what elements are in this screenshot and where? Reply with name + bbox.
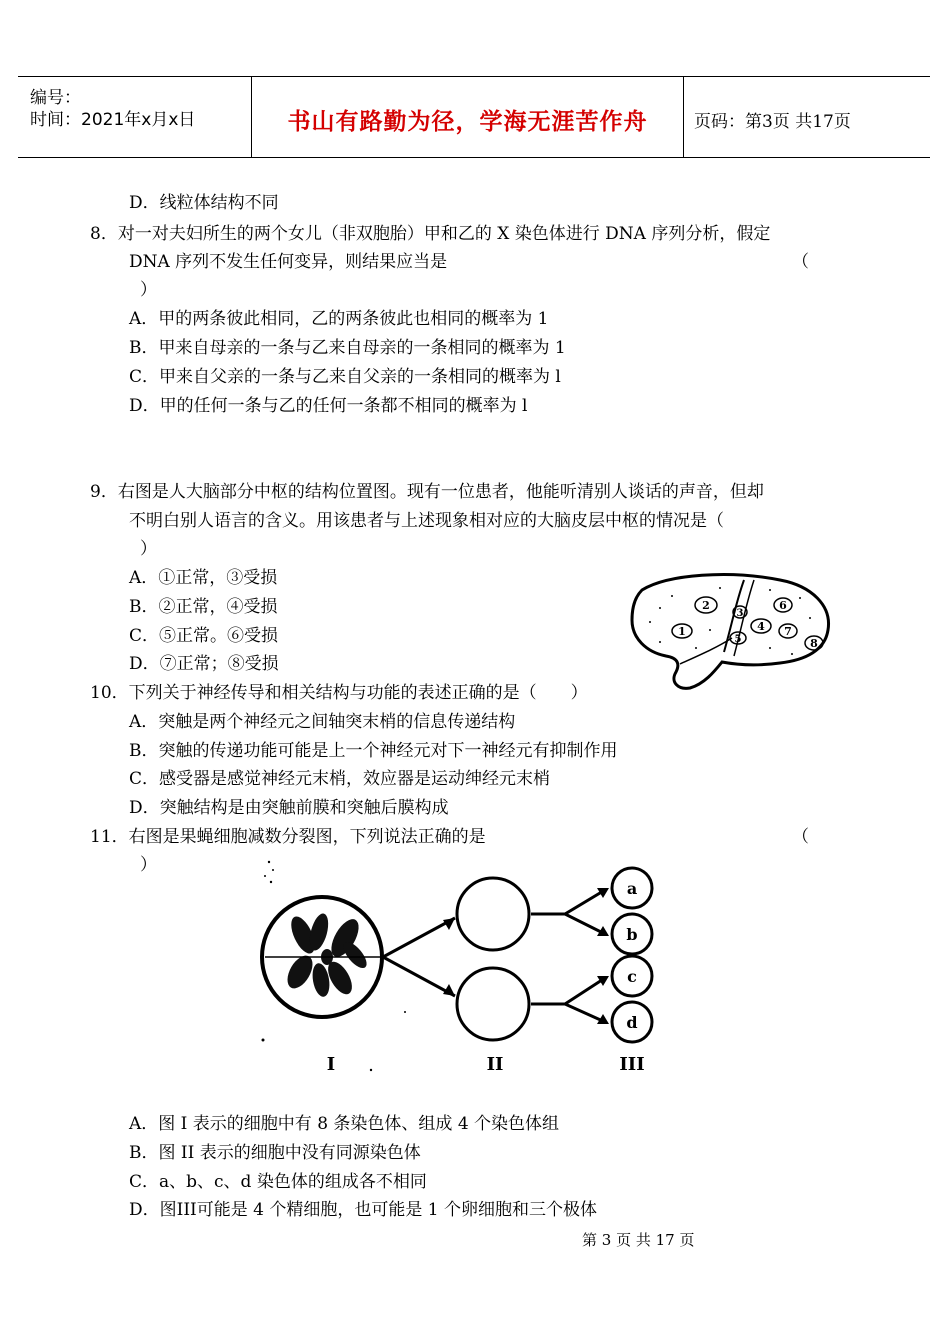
brain-label-4	[751, 619, 771, 633]
brain-label-5	[730, 632, 746, 645]
brain-label-7	[779, 624, 797, 638]
svg-text:8: 8	[810, 637, 818, 650]
q10-stem: 10．下列关于神经传导和相关结构与功能的表述正确的是（ ）	[90, 683, 588, 703]
brain-label-2	[695, 597, 717, 613]
cell-ii-bottom	[457, 968, 529, 1040]
q10-option-d: D．突触结构是由突触前膜和突触后膜构成	[129, 798, 449, 818]
q8-option-a: A．甲的两条彼此相同，乙的两条彼此也相同的概率为 1	[129, 309, 549, 329]
q11-option-b: B．图 II 表示的细胞中没有同源染色体	[129, 1143, 421, 1163]
cell-b	[612, 914, 652, 954]
svg-text:5: 5	[734, 634, 742, 645]
brain-diagram	[620, 568, 840, 698]
q7-option-d: D．线粒体结构不同	[129, 193, 279, 213]
cell-d	[612, 1002, 652, 1042]
stage-label-i: I	[326, 1054, 336, 1075]
arrow-i-to-ii-bottom	[383, 957, 455, 996]
svg-text:6: 6	[779, 599, 787, 612]
q8-paren-open: （	[792, 252, 809, 272]
q9-option-c: C．⑤正常。⑥受损	[129, 626, 279, 646]
brain-label-1	[672, 624, 692, 638]
q8-stem: 8．对一对夫妇所生的两个女儿（非双胞胎）甲和乙的 X 染色体进行 DNA 序列分析，假定	[90, 224, 771, 244]
q9-option-b: B．②正常，④受损	[129, 597, 278, 617]
q11-stem: 11．右图是果蝇细胞减数分裂图，下列说法正确的是	[90, 827, 486, 847]
q10-option-b: B．突触的传递功能可能是上一个神经元对下一神经元有抑制作用	[129, 741, 618, 761]
brain-label-8	[805, 636, 823, 650]
q9-option-a: A．①正常，③受损	[129, 568, 278, 588]
brain-texture-dots	[649, 587, 811, 655]
q8-option-b: B．甲来自母亲的一条与乙来自母亲的一条相同的概率为 1	[129, 338, 566, 358]
doc-code-label: 编号：	[30, 88, 81, 108]
svg-text:1: 1	[678, 625, 686, 638]
page-number-label: 页码：第3页 共17页	[694, 112, 851, 132]
cell-a	[612, 868, 652, 908]
header-meta-cell	[18, 77, 251, 157]
q9-stem-cont: 不明白别人语言的含义。用该患者与上述现象相对应的大脑皮层中枢的情况是（	[129, 511, 724, 531]
page-footer: 第 3 页 共 17 页	[582, 1231, 695, 1249]
q8-option-c: C．甲来自父亲的一条与乙来自父亲的一条相同的概率为 l	[129, 367, 561, 387]
svg-text:b: b	[626, 925, 638, 944]
cell-ii-top	[457, 878, 529, 950]
q10-option-c: C．感受器是感觉神经元末梢，效应器是运动绅经元末梢	[129, 769, 551, 789]
svg-text:a: a	[626, 879, 638, 898]
svg-text:3: 3	[736, 608, 744, 619]
svg-text:d: d	[626, 1013, 638, 1032]
cell-c	[612, 956, 652, 996]
svg-text:7: 7	[784, 625, 792, 638]
q9-stem: 9．右图是人大脑部分中枢的结构位置图。现有一位患者，他能听清别人谈话的声音，但却	[90, 482, 764, 502]
svg-text:2: 2	[702, 599, 710, 612]
doc-time-label: 时间：2021年x月x日	[30, 110, 196, 130]
q11-paren-open: （	[792, 827, 809, 847]
cell-i	[262, 897, 382, 1017]
q11-option-d: D．图III可能是 4 个精细胞，也可能是 1 个卵细胞和三个极体	[129, 1200, 598, 1220]
arrow-i-to-ii-top	[383, 918, 455, 957]
q11-paren-close: ）	[140, 855, 157, 875]
q8-paren-close: ）	[140, 280, 157, 300]
motto: 书山有路勤为径，学海无涯苦作舟	[287, 108, 648, 135]
header-motto-cell	[251, 77, 684, 157]
stage-label-iii: III	[619, 1054, 645, 1075]
brain-label-6	[774, 598, 792, 612]
chromosomes	[282, 912, 370, 999]
q9-option-d: D．⑦正常；⑧受损	[129, 654, 279, 674]
q8-stem-cont: DNA 序列不发生任何变异，则结果应当是	[129, 252, 448, 272]
header-page-cell	[684, 77, 930, 157]
q11-option-c: C．a、b、c、d 染色体的组成各不相同	[129, 1172, 427, 1192]
svg-text:c: c	[627, 967, 637, 986]
svg-text:4: 4	[757, 620, 765, 633]
stage-label-ii: II	[486, 1054, 504, 1075]
q8-option-d: D．甲的任何一条与乙的任何一条都不相同的概率为 l	[129, 396, 528, 416]
q9-paren-close: ）	[140, 539, 157, 559]
meiosis-diagram	[255, 850, 675, 1080]
q10-option-a: A．突触是两个神经元之间轴突末梢的信息传递结构	[129, 712, 516, 732]
page-header	[18, 76, 930, 158]
q11-option-a: A．图 I 表示的细胞中有 8 条染色体、组成 4 个染色体组	[129, 1114, 560, 1134]
